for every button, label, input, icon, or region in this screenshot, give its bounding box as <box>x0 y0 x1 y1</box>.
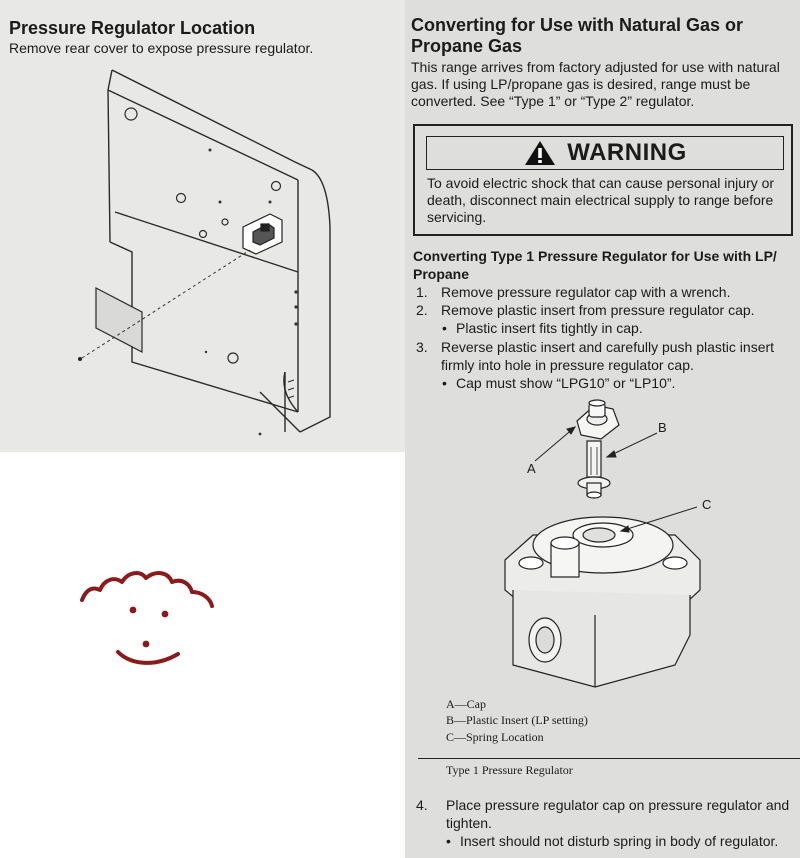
bullet-glyph: • <box>442 375 447 391</box>
step-bullet: Cap must show “LPG10” or “LP10”. <box>456 375 676 391</box>
warning-icon <box>523 139 557 167</box>
legend-a: A—Cap <box>446 697 486 711</box>
step-text: Remove pressure regulator cap with a wrench. <box>441 284 731 300</box>
step-text: Place pressure regulator cap on pressure regulator and tighten. <box>446 797 790 831</box>
doodle-smiley-face <box>70 560 230 680</box>
legend-b: B—Plastic Insert (LP setting) <box>446 713 588 727</box>
step-number: 4. <box>416 797 428 813</box>
warning-text: To avoid electric shock that can cause personal injury or death, disconnect main electrical supply to range before servicing. <box>427 175 775 225</box>
step-bullet: Insert should not disturb spring in body of regulator. <box>460 833 779 849</box>
step-number: 1. <box>416 284 428 300</box>
range-rear-diagram <box>60 62 345 447</box>
legend-c: C—Spring Location <box>446 730 544 744</box>
callout-b: B <box>658 420 667 435</box>
regulator-figure <box>495 395 735 695</box>
section-subtitle: Remove rear cover to expose pressure regulator. <box>9 40 314 56</box>
bullet-glyph: • <box>446 833 451 849</box>
step-bullet: Plastic insert fits tightly in cap. <box>456 320 643 336</box>
figure-caption: Type 1 Pressure Regulator <box>446 763 573 777</box>
section-intro: This range arrives from factory adjusted for use with natural gas. If using LP/propane gas is desired, range must be converted. See “Type 1” or “Type 2” regulator. <box>411 59 780 109</box>
section-title-regulator-location: Pressure Regulator Location <box>9 18 256 38</box>
caption-rule <box>418 758 800 759</box>
step-number: 2. <box>416 302 428 318</box>
callout-c: C <box>702 497 712 512</box>
step-text: Reverse plastic insert and carefully push plastic insert firmly into hole in pressure regulator cap. <box>441 339 775 373</box>
step-number: 3. <box>416 339 428 355</box>
bullet-glyph: • <box>442 320 447 336</box>
warning-label: WARNING <box>567 139 687 166</box>
callout-a: A <box>527 461 536 476</box>
sub-heading-type1: Converting Type 1 Pressure Regulator for Use with LP/ Propane <box>413 248 777 282</box>
warning-header <box>426 136 784 170</box>
step-text: Remove plastic insert from pressure regulator cap. <box>441 302 755 318</box>
section-title-converting: Converting for Use with Natural Gas or Propane Gas <box>411 15 744 56</box>
